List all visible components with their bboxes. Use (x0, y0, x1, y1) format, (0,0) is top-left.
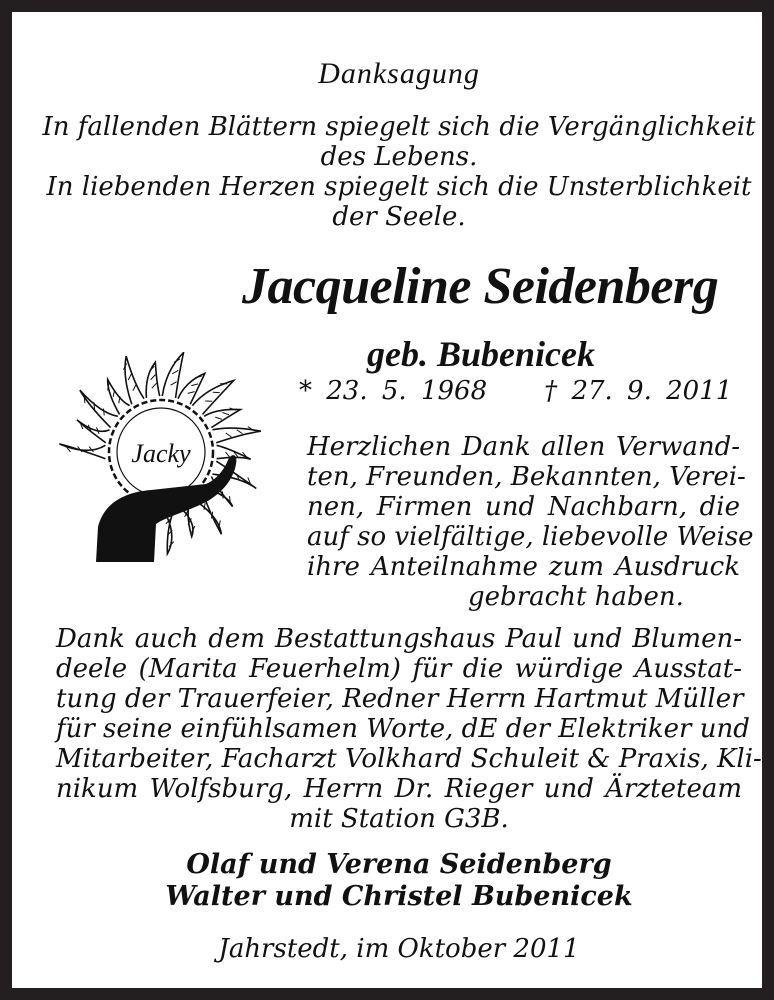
thanks-intro-line: gebracht haben. (468, 582, 684, 612)
sun-ray (125, 356, 144, 404)
quote-line-3: In liebenden Herzen spiegelt sich die Unsterblichkeit (46, 172, 752, 202)
signature-line-2: Walter und Christel Bubenicek (165, 881, 633, 912)
sun-ray (80, 390, 118, 427)
sun-ray (162, 353, 183, 398)
deceased-name: Jacqueline Seidenberg (242, 258, 719, 315)
thanks-more-line: mit Station G3B. (289, 804, 509, 834)
thanks-more-line: Mitarbeiter, Facharzt Volkhard Schuleit & Praxis, Kli- (56, 744, 762, 774)
sun-ray-hatch (222, 413, 229, 415)
sun-ray-hatch (133, 384, 136, 390)
emblem-label: Jacky (131, 439, 191, 468)
sun-ray-hatch (219, 520, 220, 527)
sun-ray-hatch (151, 375, 156, 380)
thanks-intro (307, 432, 754, 612)
thanks-intro-line: ihre Anteilnahme zum Ausdruck (307, 552, 740, 582)
sun-ray (178, 373, 205, 404)
sun-ray-hatch (94, 402, 95, 409)
thanks-intro-line: auf so vielfältige, liebevolle Weise (307, 522, 754, 552)
thanks-more-line: tung der Trauerfeier, Redner Herrn Hartmut Müller (56, 684, 744, 714)
thanks-more-line: nikum Wolfsburg, Herrn Dr. Rieger und Ärzteteam (56, 774, 742, 804)
sun-ray-hatch (237, 430, 243, 434)
quote-line-1: In fallenden Blättern spiegelt sich die Vergänglichkeit (42, 112, 756, 142)
life-dates: * 23. 5. 1968 † 27. 9. 2011 (299, 376, 733, 406)
sun-ray-hatch (230, 496, 231, 503)
sun-ray-hatch (128, 374, 131, 380)
thanks-more-line: für seine einfühlsamen Worte, dE der Elektriker und (56, 714, 750, 744)
sun-ray (59, 444, 105, 459)
sun-ray-hatch (84, 396, 85, 403)
quote-line-2: des Lebens. (320, 142, 478, 172)
sun-ray-hatch (188, 392, 195, 394)
sun-ray-hatch (226, 433, 232, 437)
sun-ray-hatch (171, 382, 177, 386)
signature-line-1: Olaf und Verena Seidenberg (186, 849, 612, 880)
sun-ray (77, 420, 110, 443)
quote-line-4: der Seele. (332, 202, 466, 232)
thanks-more-line: Dank auch dem Bestattungshaus Paul und Blumen- (56, 624, 742, 654)
sun-ray-hatch (104, 409, 105, 416)
sun-ray-hatch (226, 452, 230, 457)
sun-ray-hatch (191, 384, 198, 386)
sun-ray-hatch (215, 417, 222, 419)
thanks-more (56, 624, 762, 834)
thanks-intro-line: nen, Firmen und Nachbarn, die (307, 492, 740, 522)
place-date: Jahrstedt, im Oktober 2011 (218, 934, 580, 964)
maiden-name: geb. Bubenicek (367, 334, 595, 374)
thanks-intro-line: Herzlichen Dank allen Verwand- (307, 432, 740, 462)
sun-ray-hatch (113, 390, 114, 397)
sun-ray-hatch (222, 491, 223, 498)
sun-ray-hatch (152, 383, 157, 388)
sun-ray (204, 409, 240, 427)
heading: Danksagung (318, 57, 480, 90)
thanks-intro-line: ten, Freunden, Bekannten, Verei- (307, 462, 746, 492)
sun-ray-hatch (172, 370, 178, 374)
thanks-more-line: deele (Marita Feuerhelm) für die würdige Ausstat- (56, 654, 742, 684)
sun-in-hand-icon (56, 352, 276, 567)
